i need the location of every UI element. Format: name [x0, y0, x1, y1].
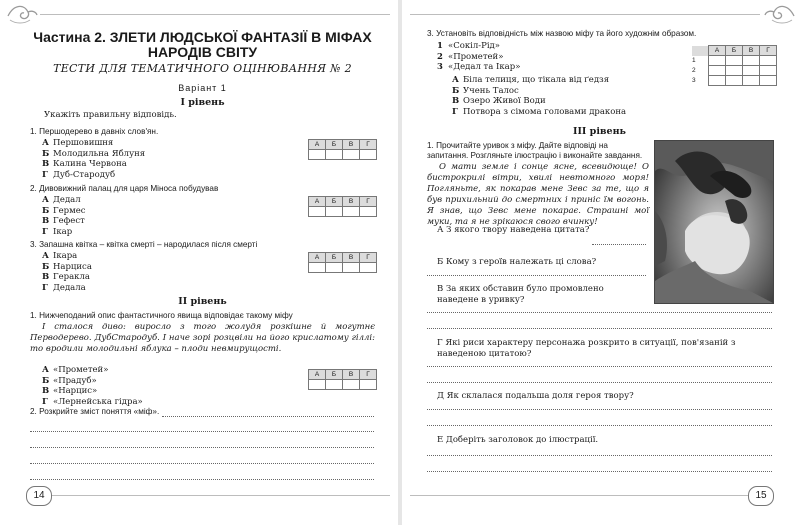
- answer-grid-2: А Б В Г: [308, 196, 377, 217]
- question-3: 3. Запашна квітка – квітка смерті – народилася після смерті: [30, 240, 258, 249]
- answer-cell[interactable]: [760, 66, 777, 76]
- question-4-options: [42, 365, 143, 407]
- answer-line[interactable]: [30, 463, 374, 464]
- answer-cell[interactable]: [343, 380, 360, 390]
- question-1: 1. Першодерево в давніх слов'ян.: [30, 127, 159, 136]
- answer-cell[interactable]: [726, 76, 743, 86]
- answer-cell[interactable]: [309, 150, 326, 160]
- answer-cell[interactable]: [743, 76, 760, 86]
- answer-grid-3: А Б В Г: [308, 252, 377, 273]
- answer-cell[interactable]: [760, 76, 777, 86]
- answer-grid-1: А Б В Г: [308, 139, 377, 160]
- corner-ornament-icon: [764, 2, 796, 28]
- answer-line[interactable]: [427, 455, 772, 456]
- question-g: Г Які риси характеру персонажа розкрито в ситуації, пов'язаній з наведеною цитатою?: [437, 338, 736, 359]
- answer-cell[interactable]: [743, 66, 760, 76]
- level-heading-3: ІІІ рівень: [573, 126, 626, 137]
- option[interactable]: А Дедал: [42, 195, 81, 205]
- instruction-text: Укажіть правильну відповідь.: [44, 110, 177, 120]
- question-v: В За яких обставин було промовлено наведене в уривку?: [437, 284, 604, 305]
- question-4-quote: І сталося диво: виросло з того жолудя розкішне й могутнє Перводерево. ДубСтародуб. І наче зорі розцвіли на його крислатому гіллі: то вродили молодильні яблука – плоди невмирущості.: [30, 322, 375, 354]
- answer-cell[interactable]: [309, 207, 326, 217]
- prometheus-illustration: [654, 140, 774, 304]
- page-number: 14: [26, 486, 52, 506]
- match-item: 1 «Сокіл-Рід»: [437, 41, 500, 51]
- option[interactable]: В Геракла: [42, 272, 90, 282]
- question-2: 2. Дивовижний палац для царя Міноса побудував: [30, 184, 219, 193]
- matching-left-items: [437, 41, 520, 73]
- question-e: Е Доберіть заголовок до ілюстрації.: [437, 435, 599, 445]
- match-item: 3 «Дедал та Ікар»: [437, 62, 521, 72]
- chapter-title: Частина 2. ЗЛЕТИ ЛЮДСЬКОЇ ФАНТАЗІЇ В МІФАХ НАРОДІВ СВІТУ: [33, 29, 372, 60]
- match-item: Г Потвора з сімома головами дракона: [452, 106, 627, 117]
- question-d: Д Як склалася подальша доля героя твору?: [437, 391, 634, 401]
- answer-line[interactable]: [162, 416, 374, 417]
- option[interactable]: В Калина Червона: [42, 159, 127, 169]
- answer-line[interactable]: [427, 409, 772, 410]
- answer-cell[interactable]: [326, 207, 343, 217]
- answer-cell[interactable]: [726, 66, 743, 76]
- option[interactable]: В «Нарцис»: [42, 386, 98, 396]
- answer-cell[interactable]: [309, 380, 326, 390]
- answer-cell[interactable]: [326, 263, 343, 273]
- answer-cell[interactable]: [709, 66, 726, 76]
- answer-line[interactable]: [427, 425, 772, 426]
- match-item: А Біла телиця, що тікала від ґедзя: [452, 75, 610, 85]
- answer-cell[interactable]: [360, 150, 377, 160]
- answer-cell[interactable]: [343, 150, 360, 160]
- question-1-options: [42, 138, 145, 180]
- question-a: А З якого твору наведена цитата?: [437, 225, 590, 235]
- answer-line[interactable]: [30, 447, 374, 448]
- answer-line[interactable]: [427, 328, 772, 329]
- top-rule: [410, 14, 760, 15]
- answer-cell[interactable]: [343, 263, 360, 273]
- answer-cell[interactable]: [743, 56, 760, 66]
- answer-cell[interactable]: [360, 207, 377, 217]
- question-b: Б Кому з героїв належать ці слова?: [437, 257, 597, 267]
- question-4: 1. Нижчеподаний опис фантастичного явища відповідає такому міфу: [30, 311, 293, 320]
- option[interactable]: Г «Лернейська гідра»: [42, 396, 143, 407]
- answer-line[interactable]: [30, 479, 374, 480]
- bottom-rule: [410, 495, 760, 496]
- test-title: ТЕСТИ ДЛЯ ТЕМАТИЧНОГО ОЦІНЮВАННЯ № 2: [53, 62, 352, 75]
- matching-question: 3. Установіть відповідність між назвою міфу та його художнім образом.: [427, 29, 697, 38]
- matching-right-items: [452, 75, 626, 117]
- reading-quote: О мати земле і сонце ясне, всевидюще! О бистрокрилі вітри, хвилі невтомного моря! Погляньте, як покарав мене Зевс за те, що я був прихильний до смертних і приніс їм вогонь. Я знав, що Зевс мене покарає. Страшні мої муки, та я не зрікаюся свого вчинку!: [427, 162, 649, 227]
- matching-answer-grid: А Б В Г 1 2 3: [692, 45, 777, 86]
- question-5: 2. Розкрийте зміст поняття «міф».: [30, 407, 160, 416]
- answer-line[interactable]: [30, 431, 374, 432]
- page-number: 15: [748, 486, 774, 506]
- option[interactable]: Б «Прадуб»: [42, 375, 97, 386]
- bottom-rule: [40, 495, 390, 496]
- level-heading-2: ІІ рівень: [178, 296, 227, 307]
- match-item: В Озеро Живої Води: [452, 96, 546, 106]
- option[interactable]: Б Гермес: [42, 205, 86, 216]
- answer-cell[interactable]: [760, 56, 777, 66]
- answer-grid-4: А Б В Г: [308, 369, 377, 390]
- answer-line[interactable]: [427, 312, 772, 313]
- question-2-options: [42, 195, 86, 237]
- match-item: 2 «Прометей»: [437, 51, 504, 62]
- reading-question: 1. Прочитайте уривок з міфу. Дайте відповіді на запитання. Розгляньте ілюстрацію і виконайте завдання.: [427, 141, 643, 160]
- answer-cell[interactable]: [343, 207, 360, 217]
- answer-cell[interactable]: [326, 380, 343, 390]
- option[interactable]: Г Дедала: [42, 282, 86, 293]
- option[interactable]: В Гефест: [42, 216, 85, 226]
- answer-cell[interactable]: [309, 263, 326, 273]
- option[interactable]: А Першовишня: [42, 138, 114, 148]
- answer-cell[interactable]: [360, 263, 377, 273]
- answer-line[interactable]: [427, 471, 772, 472]
- answer-cell[interactable]: [326, 150, 343, 160]
- answer-cell[interactable]: [709, 56, 726, 66]
- variant-label: Варіант 1: [178, 83, 227, 93]
- option[interactable]: А Ікара: [42, 251, 78, 261]
- question-3-options: [42, 251, 92, 293]
- answer-line[interactable]: [427, 275, 646, 276]
- option[interactable]: Б Нарциса: [42, 261, 92, 272]
- top-rule: [40, 14, 390, 15]
- option[interactable]: Г Ікар: [42, 226, 73, 237]
- answer-line[interactable]: [427, 382, 772, 383]
- corner-ornament-icon: [6, 2, 38, 28]
- answer-cell[interactable]: [726, 56, 743, 66]
- answer-line[interactable]: [427, 366, 772, 367]
- left-page: [0, 0, 398, 525]
- option[interactable]: Г Дуб-Стародуб: [42, 169, 116, 180]
- option[interactable]: Б Молодильна Яблуня: [42, 148, 146, 159]
- answer-cell[interactable]: [709, 76, 726, 86]
- match-item: Б Учень Талос: [452, 85, 519, 96]
- answer-cell[interactable]: [360, 380, 377, 390]
- option[interactable]: А «Прометей»: [42, 365, 109, 375]
- answer-line[interactable]: [592, 244, 646, 245]
- level-heading-1: І рівень: [180, 97, 225, 108]
